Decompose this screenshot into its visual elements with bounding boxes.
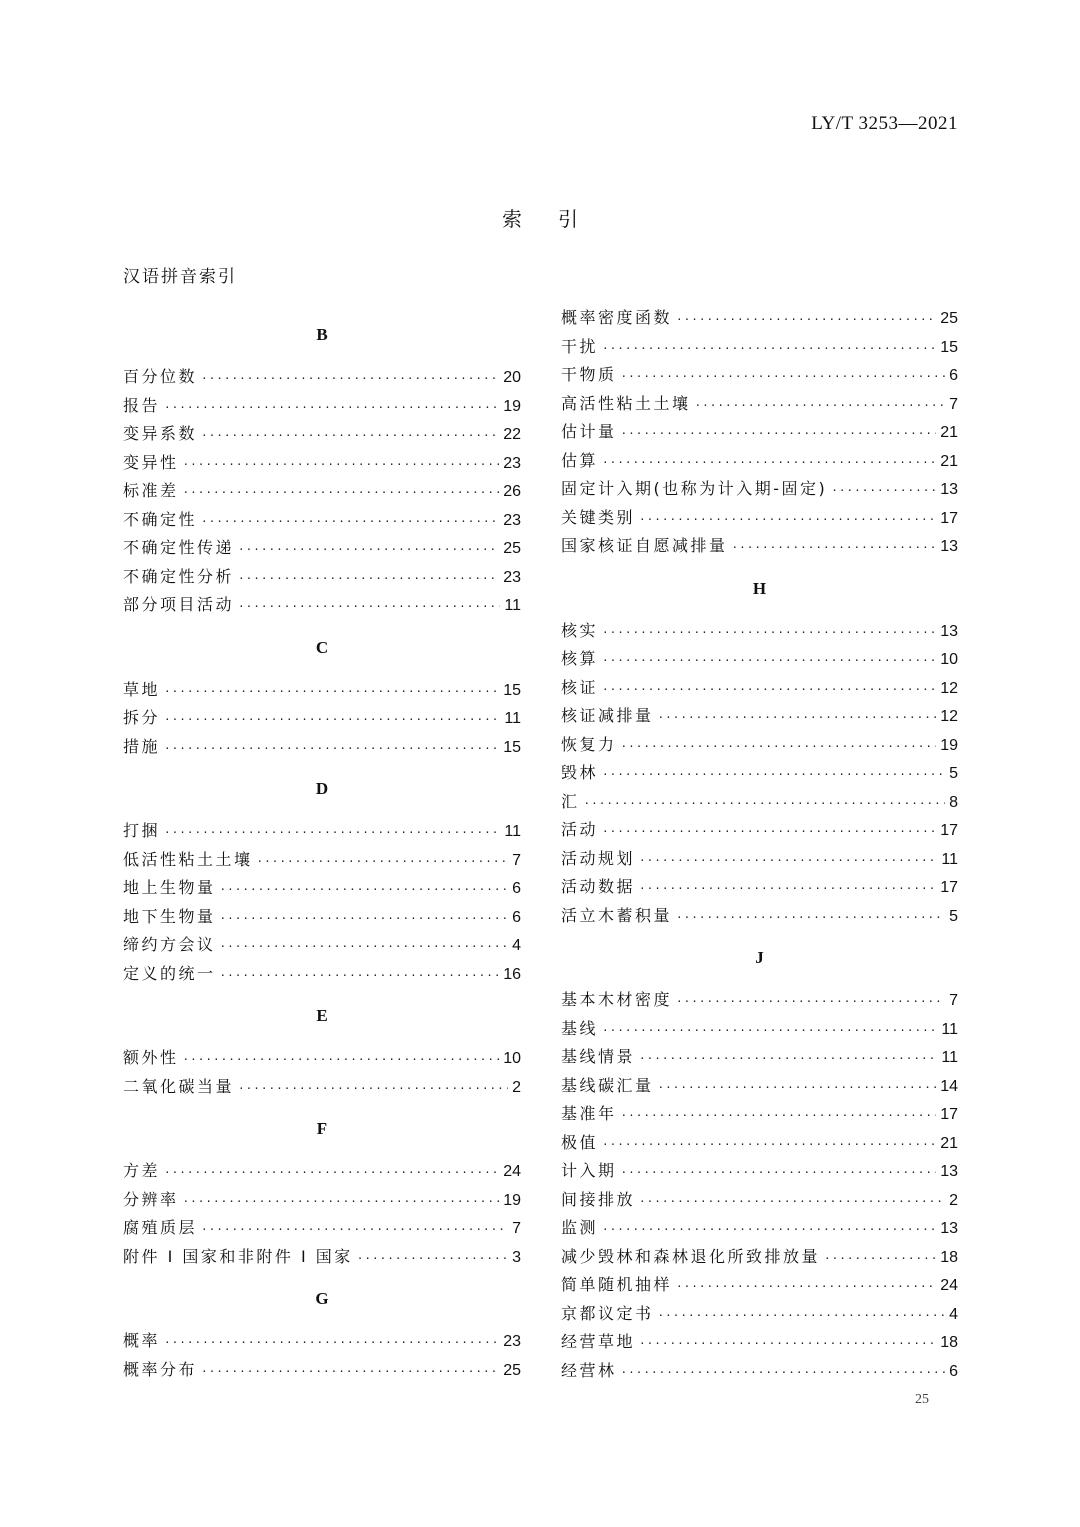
- dot-leader: [639, 847, 937, 876]
- index-entry: [123, 563, 521, 592]
- index-term: 核证减排量: [561, 706, 654, 725]
- index-entry: [561, 475, 958, 504]
- index-entry: [123, 591, 521, 620]
- dot-leader: [602, 449, 936, 478]
- index-term: 经营草地: [561, 1332, 636, 1351]
- index-column-left: [123, 307, 521, 1384]
- index-page-number: 18: [940, 1334, 958, 1351]
- index-entry: [123, 1073, 521, 1102]
- dot-leader: [824, 1245, 936, 1274]
- dot-leader: [584, 790, 946, 819]
- index-page-number: 17: [940, 1106, 958, 1123]
- index-page-number: 6: [949, 1362, 958, 1380]
- index-page-number: 4: [512, 937, 521, 954]
- index-entry: [561, 1072, 958, 1101]
- dot-leader: [238, 536, 499, 565]
- page-title: 索引: [502, 207, 614, 231]
- dot-leader: [201, 422, 499, 451]
- index-page-number: 10: [940, 651, 958, 668]
- index-term: 活动: [561, 820, 599, 839]
- index-page-number: 21: [940, 1134, 958, 1152]
- index-page-number: 25: [503, 1361, 521, 1379]
- index-entry: [123, 704, 521, 733]
- index-entry: [561, 902, 958, 931]
- index-entry: [561, 816, 958, 845]
- index-term: 缔约方会议: [123, 935, 216, 954]
- dot-leader: [658, 1074, 937, 1103]
- index-page-number: 11: [941, 850, 958, 868]
- index-term: 措施: [123, 736, 161, 756]
- dot-leader: [164, 678, 499, 707]
- index-entry: [561, 759, 958, 788]
- index-entry: [561, 447, 958, 476]
- index-entry: [561, 418, 958, 447]
- index-page-number: 16: [503, 965, 521, 983]
- index-entry: [561, 674, 958, 703]
- index-term: 百分位数: [123, 367, 198, 386]
- section-letter: C: [315, 637, 329, 657]
- dot-leader: [164, 819, 500, 848]
- index-page-number: 19: [940, 736, 958, 754]
- index-page-number: 25: [940, 310, 958, 327]
- index-entry: [123, 392, 521, 421]
- dot-leader: [658, 704, 937, 733]
- dot-leader: [602, 335, 936, 364]
- dot-leader: [732, 534, 937, 563]
- index-term: 打捆: [123, 821, 161, 840]
- index-term: 基本木材密度: [561, 990, 673, 1009]
- index-entry: [561, 361, 958, 390]
- index-page-number: 13: [940, 1220, 958, 1237]
- section-letter: J: [755, 948, 764, 967]
- dot-leader: [238, 593, 500, 622]
- dot-leader: [238, 1075, 508, 1104]
- index-page-number: 12: [940, 708, 958, 725]
- index-entry: [123, 733, 521, 762]
- dot-leader: [602, 1017, 937, 1046]
- index-page-number: 15: [503, 681, 521, 699]
- dot-leader: [639, 875, 936, 904]
- index-page-number: 11: [504, 597, 521, 614]
- dot-leader: [695, 392, 946, 421]
- index-term: 地下生物量: [123, 906, 216, 926]
- index-page-number: 7: [512, 1220, 521, 1237]
- dot-leader: [183, 1046, 500, 1075]
- index-term: 核证: [561, 677, 599, 697]
- section-letter: D: [315, 779, 329, 798]
- index-term: 概率分布: [123, 1359, 198, 1379]
- index-term: 固定计入期(也称为计入期-固定): [561, 479, 828, 498]
- section-letter: G: [315, 1289, 329, 1308]
- dot-leader: [238, 565, 499, 594]
- index-term: 基准年: [561, 1104, 617, 1123]
- dot-leader: [602, 676, 936, 705]
- index-term: 变异性: [123, 452, 179, 472]
- index-entry: [561, 1129, 958, 1158]
- dot-leader: [201, 1358, 499, 1387]
- index-page-number: 23: [503, 1333, 521, 1350]
- index-page-number: 6: [512, 908, 521, 926]
- dot-leader: [220, 876, 509, 905]
- index-term: 核算: [561, 649, 599, 668]
- index-entry: [561, 1271, 958, 1300]
- dot-leader: [201, 1216, 508, 1245]
- index-entry: [123, 1044, 521, 1073]
- index-term: 经营林: [561, 1360, 617, 1380]
- index-term: 核实: [561, 620, 599, 640]
- index-entry: [123, 449, 521, 478]
- index-page-number: 11: [941, 1020, 958, 1038]
- index-page-number: 23: [503, 511, 521, 529]
- index-entry: [561, 333, 958, 362]
- index-term: 关键类别: [561, 507, 636, 527]
- dot-leader: [639, 1330, 936, 1359]
- dot-leader: [220, 962, 500, 991]
- index-entry: [123, 534, 521, 563]
- index-term: 简单随机抽样: [561, 1275, 673, 1294]
- index-term: 极值: [561, 1132, 599, 1152]
- index-entry: [123, 676, 521, 705]
- dot-leader: [220, 933, 509, 962]
- index-page-number: 3: [512, 1248, 521, 1266]
- index-term: 概率: [123, 1331, 161, 1350]
- index-entry: [561, 1328, 958, 1357]
- index-page-number: 13: [940, 622, 958, 640]
- index-term: 减少毁林和森林退化所致排放量: [561, 1246, 821, 1266]
- index-column-right: [561, 304, 958, 1385]
- index-entry: [561, 845, 958, 874]
- dot-leader: [164, 394, 499, 423]
- dot-leader: [257, 848, 509, 877]
- index-entry: [123, 420, 521, 449]
- dot-leader: [621, 1359, 946, 1388]
- dot-leader: [658, 1302, 946, 1331]
- index-page-number: 6: [949, 367, 958, 384]
- index-term: 毁林: [561, 763, 599, 782]
- index-page-number: 26: [503, 483, 521, 500]
- dot-leader: [164, 735, 499, 764]
- index-entry: [123, 363, 521, 392]
- index-term: 概率密度函数: [561, 308, 673, 327]
- dot-leader: [201, 508, 499, 537]
- index-page-number: 17: [940, 822, 958, 839]
- index-entry: [561, 873, 958, 902]
- index-entry: [561, 1243, 958, 1272]
- index-entry: [123, 1356, 521, 1385]
- index-entry: [123, 1214, 521, 1243]
- index-entry: [561, 1186, 958, 1215]
- index-entry: [123, 477, 521, 506]
- dot-leader: [831, 477, 936, 506]
- dot-leader: [621, 1159, 937, 1188]
- section-letter: F: [316, 1119, 328, 1138]
- dot-leader: [676, 988, 945, 1017]
- index-term: 不确定性传递: [123, 538, 235, 557]
- index-term: 地上生物量: [123, 878, 216, 897]
- index-term: 活立木蓄积量: [561, 905, 673, 925]
- index-entry: [123, 1186, 521, 1215]
- dot-leader: [621, 363, 946, 392]
- dot-leader: [639, 1188, 945, 1217]
- index-entry: [561, 1157, 958, 1186]
- index-page-number: 10: [503, 1050, 521, 1067]
- index-page-number: 15: [503, 738, 521, 756]
- index-entry: [561, 731, 958, 760]
- index-page-number: 21: [940, 452, 958, 470]
- index-page-number: 2: [949, 1191, 958, 1209]
- index-term: 草地: [123, 679, 161, 699]
- dot-leader: [621, 420, 937, 449]
- index-entry: [561, 1043, 958, 1072]
- dot-leader: [183, 451, 500, 480]
- index-page-number: 11: [504, 823, 521, 840]
- index-page-number: 13: [940, 538, 958, 555]
- dot-leader: [621, 733, 937, 762]
- dot-leader: [602, 761, 945, 790]
- index-entry: [561, 702, 958, 731]
- index-term: 高活性粘土土壤: [561, 393, 691, 413]
- index-page-number: 22: [503, 426, 521, 443]
- index-page-number: 17: [940, 879, 958, 896]
- index-page-number: 5: [949, 765, 958, 782]
- dot-leader: [621, 1102, 937, 1131]
- index-term: 二氧化碳当量: [123, 1076, 235, 1096]
- index-entry: [561, 532, 958, 561]
- index-page-number: 2: [512, 1078, 521, 1096]
- index-term: 方差: [123, 1161, 161, 1180]
- index-term: 活动数据: [561, 877, 636, 896]
- index-entry: [123, 1157, 521, 1186]
- standard-code: LY/T 3253—2021: [811, 113, 958, 134]
- index-entry: [561, 617, 958, 646]
- section-letter: B: [316, 325, 328, 344]
- index-page-number: 19: [503, 1191, 521, 1209]
- index-page-number: 6: [512, 880, 521, 897]
- index-page-number: 8: [949, 793, 958, 811]
- index-term: 估算: [561, 450, 599, 470]
- index-page-number: 13: [940, 481, 958, 498]
- index-term: 额外性: [123, 1048, 179, 1067]
- index-entry: [561, 1357, 958, 1386]
- section-letter: E: [316, 1006, 328, 1025]
- index-entry: [123, 506, 521, 535]
- dot-leader: [602, 1131, 936, 1160]
- dot-leader: [602, 619, 936, 648]
- index-page-number: 12: [940, 679, 958, 697]
- index-entry: [561, 1015, 958, 1044]
- index-term: 国家核证自愿减排量: [561, 536, 728, 555]
- index-page-number: 24: [503, 1163, 521, 1180]
- index-page-number: 5: [949, 907, 958, 925]
- dot-leader: [183, 479, 500, 508]
- index-page-number: 25: [503, 540, 521, 557]
- index-page-number: 14: [940, 1077, 958, 1095]
- index-entry: [561, 1214, 958, 1243]
- index-term: 分辨率: [123, 1189, 179, 1209]
- index-term: 不确定性分析: [123, 566, 235, 586]
- dot-leader: [602, 1216, 936, 1245]
- dot-leader: [639, 1045, 937, 1074]
- index-page-number: 23: [503, 568, 521, 586]
- index-term: 报告: [123, 395, 161, 415]
- index-page-number: 20: [503, 369, 521, 386]
- index-entry: [561, 645, 958, 674]
- dot-leader: [201, 365, 499, 394]
- index-entry: [123, 1243, 521, 1272]
- index-term: 监测: [561, 1218, 599, 1237]
- index-term: 估计量: [561, 422, 617, 441]
- index-entry: [123, 1327, 521, 1356]
- index-term: 标准差: [123, 481, 179, 500]
- index-term: 变异系数: [123, 424, 198, 443]
- index-page-number: 15: [940, 338, 958, 356]
- index-term: 干扰: [561, 336, 599, 356]
- index-entry: [561, 504, 958, 533]
- dot-leader: [602, 818, 936, 847]
- dot-leader: [164, 706, 500, 735]
- dot-leader: [602, 647, 936, 676]
- index-term: 间接排放: [561, 1189, 636, 1209]
- index-term: 恢复力: [561, 734, 617, 754]
- dot-leader: [164, 1329, 499, 1358]
- index-page-number: 19: [503, 397, 521, 415]
- dot-leader: [639, 506, 936, 535]
- dot-leader: [676, 306, 936, 335]
- index-term: 基线碳汇量: [561, 1075, 654, 1095]
- index-page-number: 11: [941, 1049, 958, 1066]
- index-entry: [123, 931, 521, 960]
- index-term: 低活性粘土土壤: [123, 849, 253, 869]
- index-page-number: 13: [940, 1163, 958, 1180]
- index-page-number: 7: [512, 851, 521, 869]
- index-entry: [561, 304, 958, 333]
- index-term: 拆分: [123, 708, 161, 727]
- index-term: 不确定性: [123, 509, 198, 529]
- index-entry: [123, 960, 521, 989]
- dot-leader: [164, 1159, 499, 1188]
- index-page-number: 18: [940, 1248, 958, 1266]
- index-entry: [561, 1100, 958, 1129]
- index-term: 干物质: [561, 365, 617, 384]
- index-page-number: 21: [940, 424, 958, 441]
- index-entry: [123, 846, 521, 875]
- dot-leader: [183, 1188, 500, 1217]
- index-entry: [123, 874, 521, 903]
- index-page-number: 4: [949, 1305, 958, 1323]
- index-term: 基线: [561, 1018, 599, 1038]
- index-entry: [561, 390, 958, 419]
- index-entry: [561, 788, 958, 817]
- index-entry: [561, 1300, 958, 1329]
- index-term: 附件 I 国家和非附件 I 国家: [123, 1246, 353, 1266]
- index-term: 京都议定书: [561, 1303, 654, 1323]
- dot-leader: [220, 905, 509, 934]
- index-page-number: 24: [940, 1277, 958, 1294]
- index-term: 计入期: [561, 1161, 617, 1180]
- index-term: 腐殖质层: [123, 1218, 198, 1237]
- dot-leader: [676, 1273, 936, 1302]
- index-entry: [561, 986, 958, 1015]
- index-page-number: 23: [503, 454, 521, 472]
- index-term: 活动规划: [561, 848, 636, 868]
- page-number: 25: [915, 1392, 929, 1407]
- index-entry: [123, 903, 521, 932]
- dot-leader: [676, 904, 945, 933]
- index-term: 基线情景: [561, 1047, 636, 1066]
- index-page-number: 17: [940, 509, 958, 527]
- dot-leader: [357, 1245, 508, 1274]
- index-page-number: 7: [949, 992, 958, 1009]
- index-entry: [123, 817, 521, 846]
- index-term: 定义的统一: [123, 963, 216, 983]
- index-subtitle: 汉语拼音索引: [123, 267, 237, 287]
- section-letter: H: [752, 578, 767, 598]
- index-term: 汇: [561, 791, 580, 811]
- index-page-number: 7: [949, 395, 958, 413]
- index-term: 部分项目活动: [123, 595, 235, 614]
- index-page-number: 11: [504, 710, 521, 727]
